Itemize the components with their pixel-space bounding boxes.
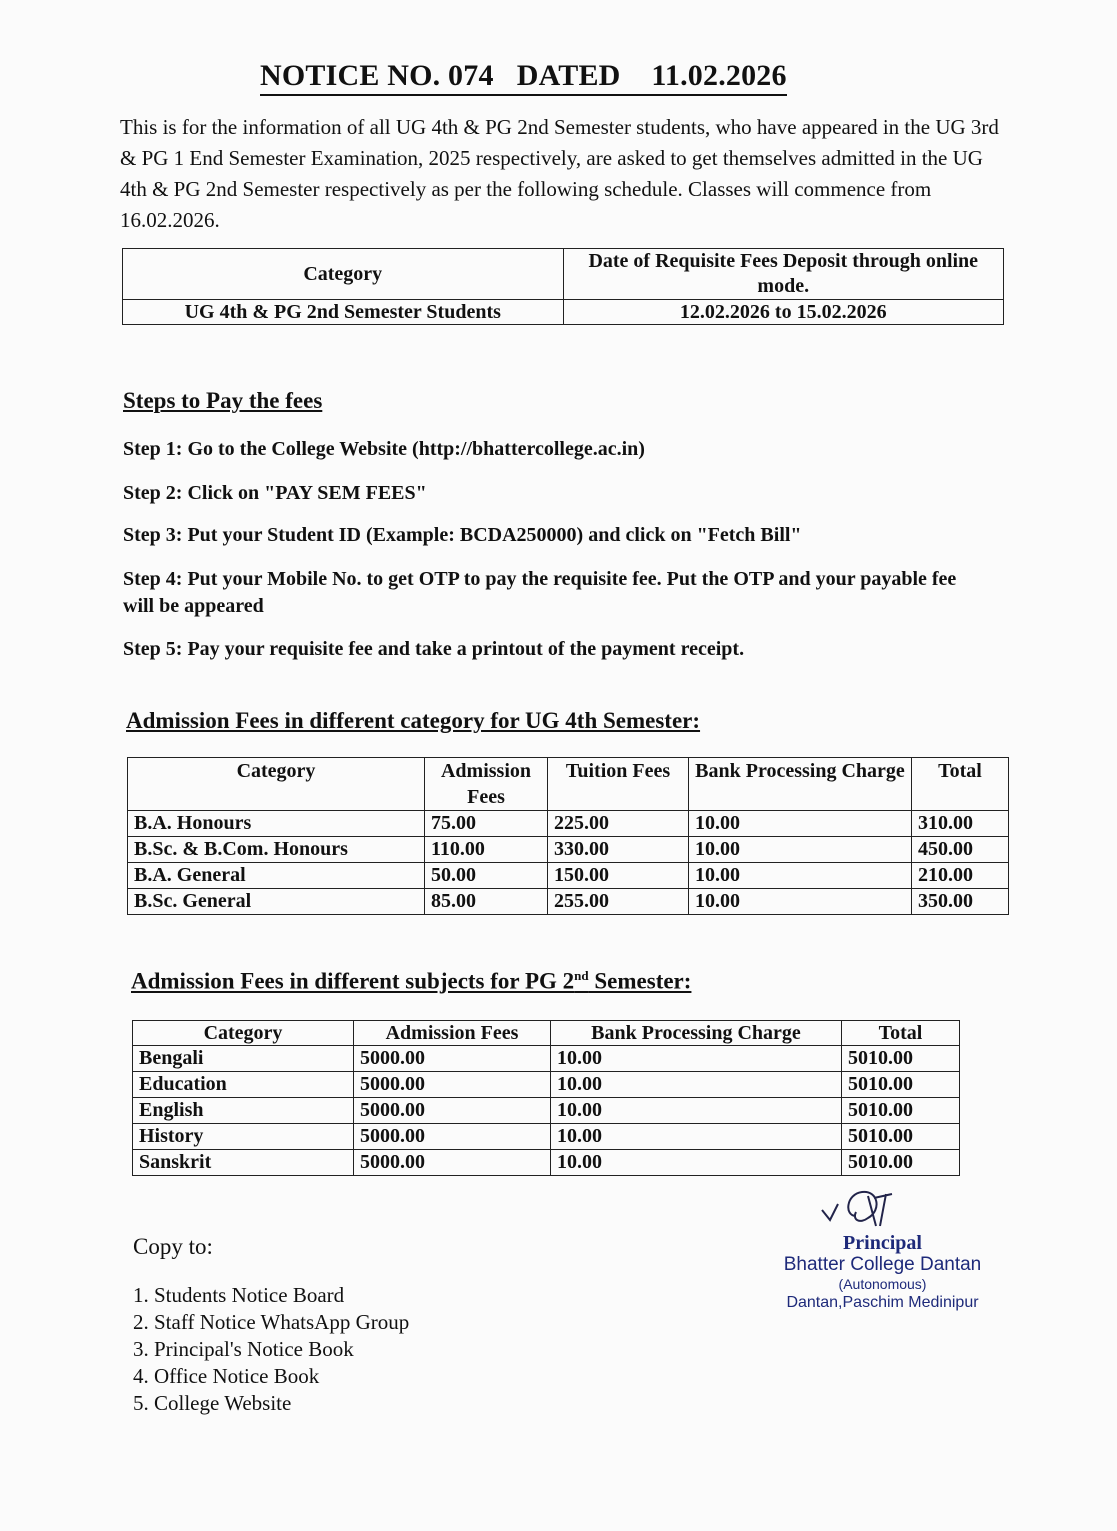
ug-fees-table (127, 757, 1009, 915)
header-cell: Bank Processing Charge (551, 1021, 842, 1046)
cell: 225.00 (548, 811, 689, 837)
cell: 12.02.2026 to 15.02.2026 (563, 300, 1004, 325)
header-cell: Total (842, 1021, 960, 1046)
cell: Education (133, 1072, 354, 1098)
cell: Bengali (133, 1046, 354, 1072)
table-header-row (133, 1021, 960, 1046)
principal-stamp (760, 1232, 1005, 1312)
schedule-table (122, 248, 1004, 325)
header-cell: Bank Processing Charge (689, 758, 912, 811)
header-cell: Total (912, 758, 1009, 811)
cell: 5000.00 (354, 1046, 551, 1072)
cell: 110.00 (425, 837, 548, 863)
step-3: Step 3: Put your Student ID (Example: BCDA250000) and click on "Fetch Bill" (123, 524, 802, 546)
cell: 10.00 (551, 1046, 842, 1072)
header-cell: Category (128, 758, 425, 811)
header-cell: Category (123, 249, 564, 300)
cell: 150.00 (548, 863, 689, 889)
table-row (123, 300, 1004, 325)
cell: B.A. General (128, 863, 425, 889)
step-2: Step 2: Click on "PAY SEM FEES" (123, 482, 427, 504)
table-row (133, 1124, 960, 1150)
cell: English (133, 1098, 354, 1124)
cell: 50.00 (425, 863, 548, 889)
header-cell: Category (133, 1021, 354, 1046)
cell: 5000.00 (354, 1098, 551, 1124)
copy-to-heading: Copy to: (133, 1234, 213, 1259)
cell: UG 4th & PG 2nd Semester Students (123, 300, 564, 325)
list-item: 3. Principal's Notice Book (133, 1337, 354, 1361)
pg-fees-heading: Admission Fees in different subjects for PG 2nd Semester: (131, 968, 692, 994)
cell: 5000.00 (354, 1150, 551, 1176)
cell: 5010.00 (842, 1072, 960, 1098)
table-row (133, 1046, 960, 1072)
signature-icon (816, 1186, 946, 1232)
stamp-title: Principal (843, 1232, 922, 1254)
cell: 310.00 (912, 811, 1009, 837)
list-item: 5. College Website (133, 1391, 292, 1415)
cell: 255.00 (548, 889, 689, 915)
steps-heading: Steps to Pay the fees (123, 388, 323, 413)
stamp-college: Bhatter College Dantan (783, 1254, 982, 1275)
list-item: 1. Students Notice Board (133, 1283, 345, 1307)
cell: 5010.00 (842, 1046, 960, 1072)
cell: Sanskrit (133, 1150, 354, 1176)
stamp-address: Dantan,Paschim Medinipur (786, 1294, 979, 1311)
cell: 10.00 (689, 889, 912, 915)
list-item: 4. Office Notice Book (133, 1364, 320, 1388)
cell: 330.00 (548, 837, 689, 863)
cell: 5010.00 (842, 1124, 960, 1150)
cell: 450.00 (912, 837, 1009, 863)
cell: B.A. Honours (128, 811, 425, 837)
cell: B.Sc. & B.Com. Honours (128, 837, 425, 863)
cell: 5000.00 (354, 1072, 551, 1098)
cell: 10.00 (551, 1124, 842, 1150)
stamp-status: (Autonomous) (838, 1276, 927, 1292)
copy-to-list (133, 1282, 409, 1417)
cell: 75.00 (425, 811, 548, 837)
header-cell: Date of Requisite Fees Deposit through online mode. (563, 249, 1004, 300)
cell: 210.00 (912, 863, 1009, 889)
intro-paragraph: This is for the information of all UG 4th & PG 2nd Semester students, who have appeared in the UG 3rd & PG 1 End Semester Examination, 2025 respectively, are asked to get themselves admitted in the UG 4th & PG 2nd Semester respectively as per the following schedule. Classes will commence from 16.02.2026. (120, 115, 999, 232)
header-cell: Admission Fees (354, 1021, 551, 1046)
table-row (133, 1150, 960, 1176)
cell: 5010.00 (842, 1150, 960, 1176)
cell: 10.00 (551, 1150, 842, 1176)
table-row (133, 1072, 960, 1098)
cell: 5010.00 (842, 1098, 960, 1124)
table-row (128, 811, 1009, 837)
cell: 10.00 (689, 811, 912, 837)
table-row (128, 837, 1009, 863)
header-cell: Admission Fees (425, 758, 548, 811)
list-item: 2. Staff Notice WhatsApp Group (133, 1310, 410, 1334)
cell: 5000.00 (354, 1124, 551, 1150)
cell: 10.00 (689, 837, 912, 863)
pg-fees-table (132, 1020, 960, 1176)
step-1: Step 1: Go to the College Website (http://bhattercollege.ac.in) (123, 438, 645, 460)
header-cell: Tuition Fees (548, 758, 689, 811)
cell: B.Sc. General (128, 889, 425, 915)
table-row (128, 889, 1009, 915)
ug-fees-heading: Admission Fees in different category for UG 4th Semester: (126, 708, 701, 733)
cell: 85.00 (425, 889, 548, 915)
table-row (128, 863, 1009, 889)
table-header-row (123, 249, 1004, 300)
cell: 10.00 (551, 1072, 842, 1098)
cell: History (133, 1124, 354, 1150)
step-5: Step 5: Pay your requisite fee and take a printout of the payment receipt. (123, 638, 745, 660)
table-row (133, 1098, 960, 1124)
cell: 10.00 (551, 1098, 842, 1124)
step-4: Step 4: Put your Mobile No. to get OTP to pay the requisite fee. Put the OTP and your payable fee will be appeared (123, 568, 957, 617)
cell: 10.00 (689, 863, 912, 889)
notice-title: NOTICE NO. 074 DATED 11.02.2026 (260, 58, 787, 96)
table-header-row (128, 758, 1009, 811)
cell: 350.00 (912, 889, 1009, 915)
